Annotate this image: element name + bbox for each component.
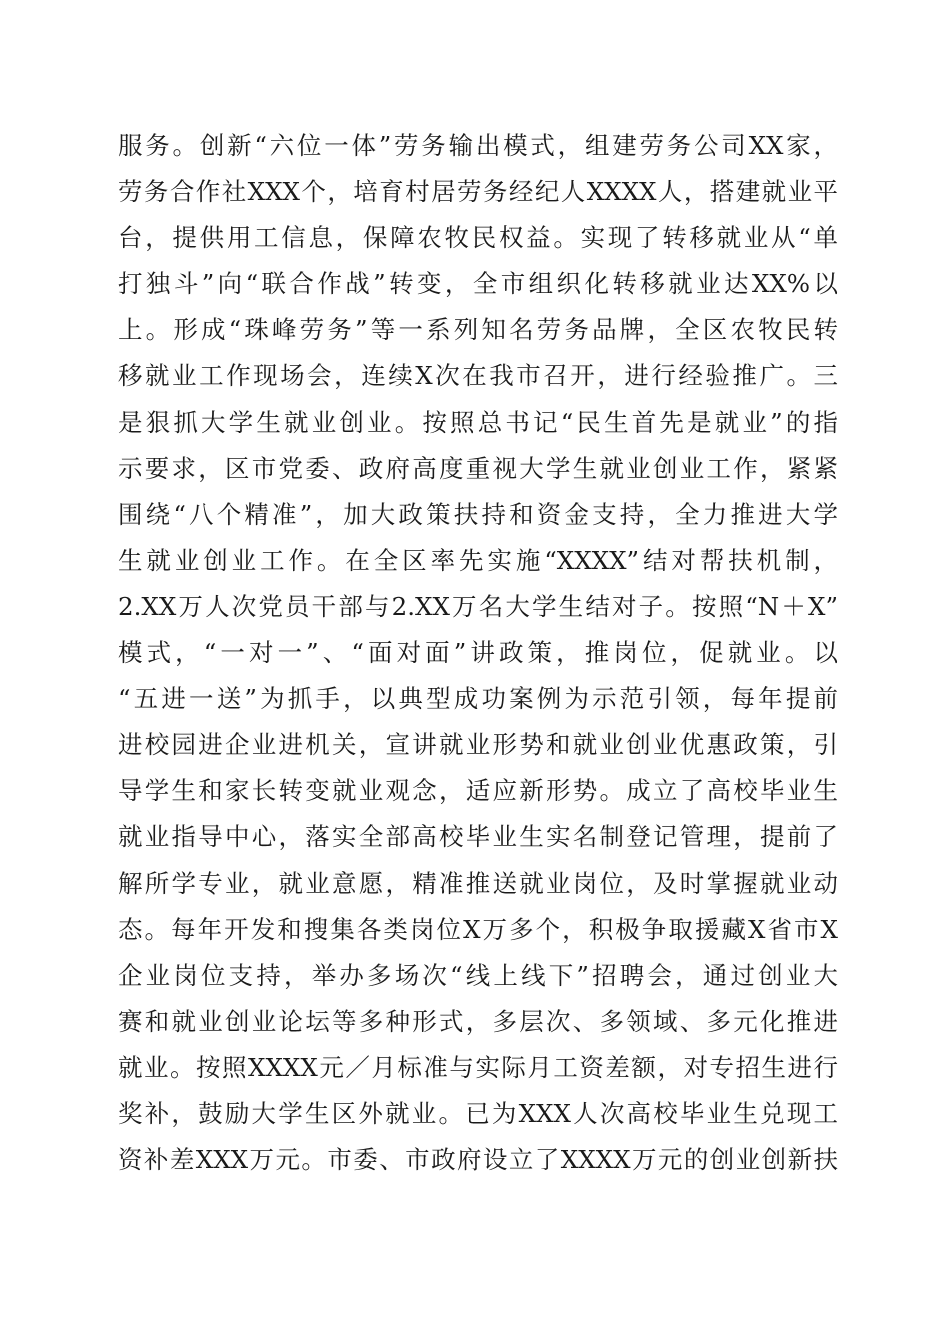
text-line: 示要求，区市党委、政府高度重视大学生就业创业工作，紧紧 <box>118 453 838 483</box>
text-line: 台，提供用工信息，保障农牧民权益。实现了转移就业从“单 <box>118 223 838 253</box>
text-line: 态。每年开发和搜集各类岗位X万多个，积极争取援藏X省市X <box>118 914 838 944</box>
text-line: 围绕“八个精准”，加大政策扶持和资金支持，全力推进大学 <box>118 499 838 529</box>
text-line: “五进一送”为抓手，以典型成功案例为示范引领，每年提前 <box>118 684 838 714</box>
text-line: 2.XX万人次党员干部与2.XX万名大学生结对子。按照“N＋X” <box>118 591 838 621</box>
text-line: 服务。创新“六位一体”劳务输出模式，组建劳务公司XX家， <box>118 131 838 160</box>
text-line: 进校园进企业进机关，宣讲就业形势和就业创业优惠政策，引 <box>118 730 838 760</box>
text-line: 就业。按照XXXX元／月标准与实际月工资差额，对专招生进行 <box>118 1052 838 1082</box>
text-line: 就业指导中心，落实全部高校毕业生实名制登记管理，提前了 <box>118 822 838 852</box>
text-line: 上。形成“珠峰劳务”等一系列知名劳务品牌，全区农牧民转 <box>118 315 838 345</box>
text-line: 资补差XXX万元。市委、市政府设立了XXXX万元的创业创新扶 <box>118 1145 838 1175</box>
text-line: 导学生和家长转变就业观念，适应新形势。成立了高校毕业生 <box>118 776 838 806</box>
text-line: 赛和就业创业论坛等多种形式，多层次、多领域、多元化推进 <box>118 1006 838 1036</box>
text-line: 奖补，鼓励大学生区外就业。已为XXX人次高校毕业生兑现工 <box>118 1098 838 1128</box>
text-line: 模式，“一对一”、“面对面”讲政策，推岗位，促就业。以 <box>118 638 838 668</box>
text-line: 打独斗”向“联合作战”转变，全市组织化转移就业达XX%以 <box>118 269 838 299</box>
text-line: 生就业创业工作。在全区率先实施“XXXX”结对帮扶机制， <box>118 545 838 575</box>
text-line: 企业岗位支持，举办多场次“线上线下”招聘会，通过创业大 <box>118 960 838 990</box>
text-line: 移就业工作现场会，连续X次在我市召开，进行经验推广。三 <box>118 361 838 391</box>
text-line: 解所学专业，就业意愿，精准推送就业岗位，及时掌握就业动 <box>118 868 838 898</box>
text-line: 劳务合作社XXX个，培育村居劳务经纪人XXXX人，搭建就业平 <box>118 177 838 207</box>
text-line: 是狠抓大学生就业创业。按照总书记“民生首先是就业”的指 <box>118 407 838 437</box>
body-paragraph <box>118 123 838 1183</box>
